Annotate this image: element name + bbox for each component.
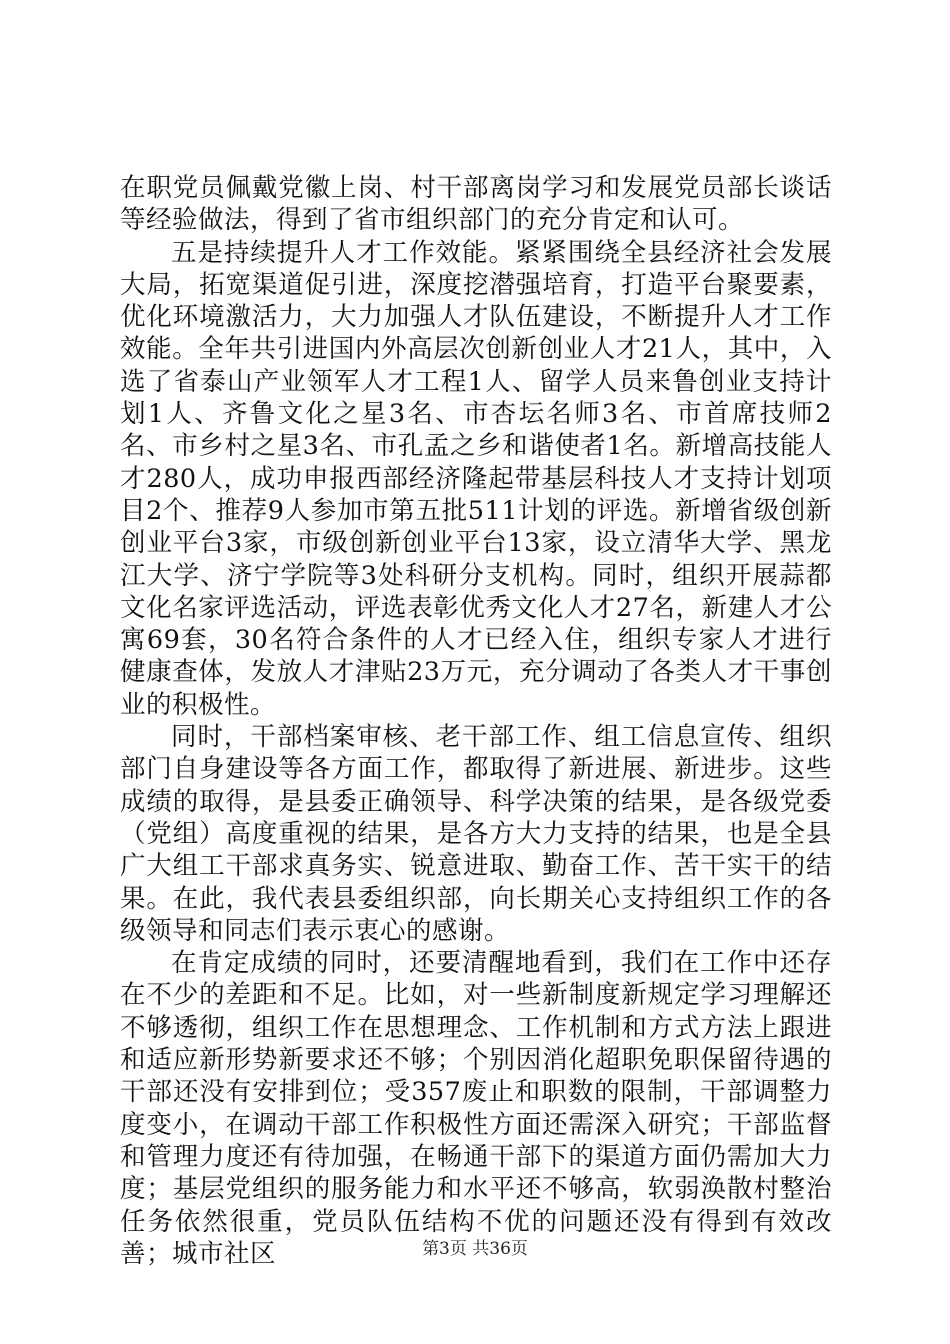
page-number-label: 第3页 共36页 [422, 1239, 528, 1259]
paragraph-other-work: 同时，干部档案审核、老干部工作、组工信息宣传、组织部门自身建设等各方面工作，都取得了新进展、新进步。这些成绩的取得，是县委正确领导、科学决策的结果，是各级党委（党组）高度重视的结果，是各方大力支持的结果，也是全县广大组工干部求真务实、锐意进取、勤奋工作、苦干实干的结果。在此，我代表县委组织部，向长期关心支持组织工作的各级领导和同志们表示衷心的感谢。 [120, 722, 832, 946]
page-footer [0, 1238, 950, 1260]
paragraph-talent-work: 五是持续提升人才工作效能。紧紧围绕全县经济社会发展大局，拓宽渠道促引进，深度挖潜强培育，打造平台聚要素，优化环境激活力，大力加强人才队伍建设，不断提升人才工作效能。全年共引进国内外高层次创新创业人才21人，其中，入选了省泰山产业领军人才工程1人、留学人员来鲁创业支持计划1人、齐鲁文化之星3名、市杏坛名师3名、市首席技师2名、市乡村之星3名、市孔孟之乡和谐使者1名。新增高技能人才280人，成功申报西部经济隆起带基层科技人才支持计划项目2个、推荐9人参加市第五批511计划的评选。新增省级创新创业平台3家，市级创新创业平台13家，设立清华大学、黑龙江大学、济宁学院等3处科研分支机构。同时，组织开展蒜都文化名家评选活动，评选表彰优秀文化人才27名，新建人才公寓69套，30名符合条件的人才已经入住，组织专家人才进行健康查体，发放人才津贴23万元，充分调动了各类人才干事创业的积极性。 [120, 237, 832, 720]
paragraph-shortcomings: 在肯定成绩的同时，还要清醒地看到，我们在工作中还存在不少的差距和不足。比如，对一些新制度新规定学习理解还不够透彻，组织工作在思想理念、工作机制和方式方法上跟进和适应新形势新要求还不够；个别因消化超职免职保留待遇的干部还没有安排到位；受357废止和职数的限制，干部调整力度变小，在调动干部工作积极性方面还需深入研究；干部监督和管理力度还有待加强，在畅通干部下的渠道方面仍需加大力度；基层党组织的服务能力和水平还不够高，软弱涣散村整治任务依然很重，党员队伍结构不优的问题还没有得到有效改善；城市社区 [120, 948, 832, 1269]
document-body [120, 172, 832, 1270]
paragraph-continued: 在职党员佩戴党徽上岗、村干部离岗学习和发展党员部长谈话等经验做法，得到了省市组织部门的充分肯定和认可。 [120, 173, 832, 236]
